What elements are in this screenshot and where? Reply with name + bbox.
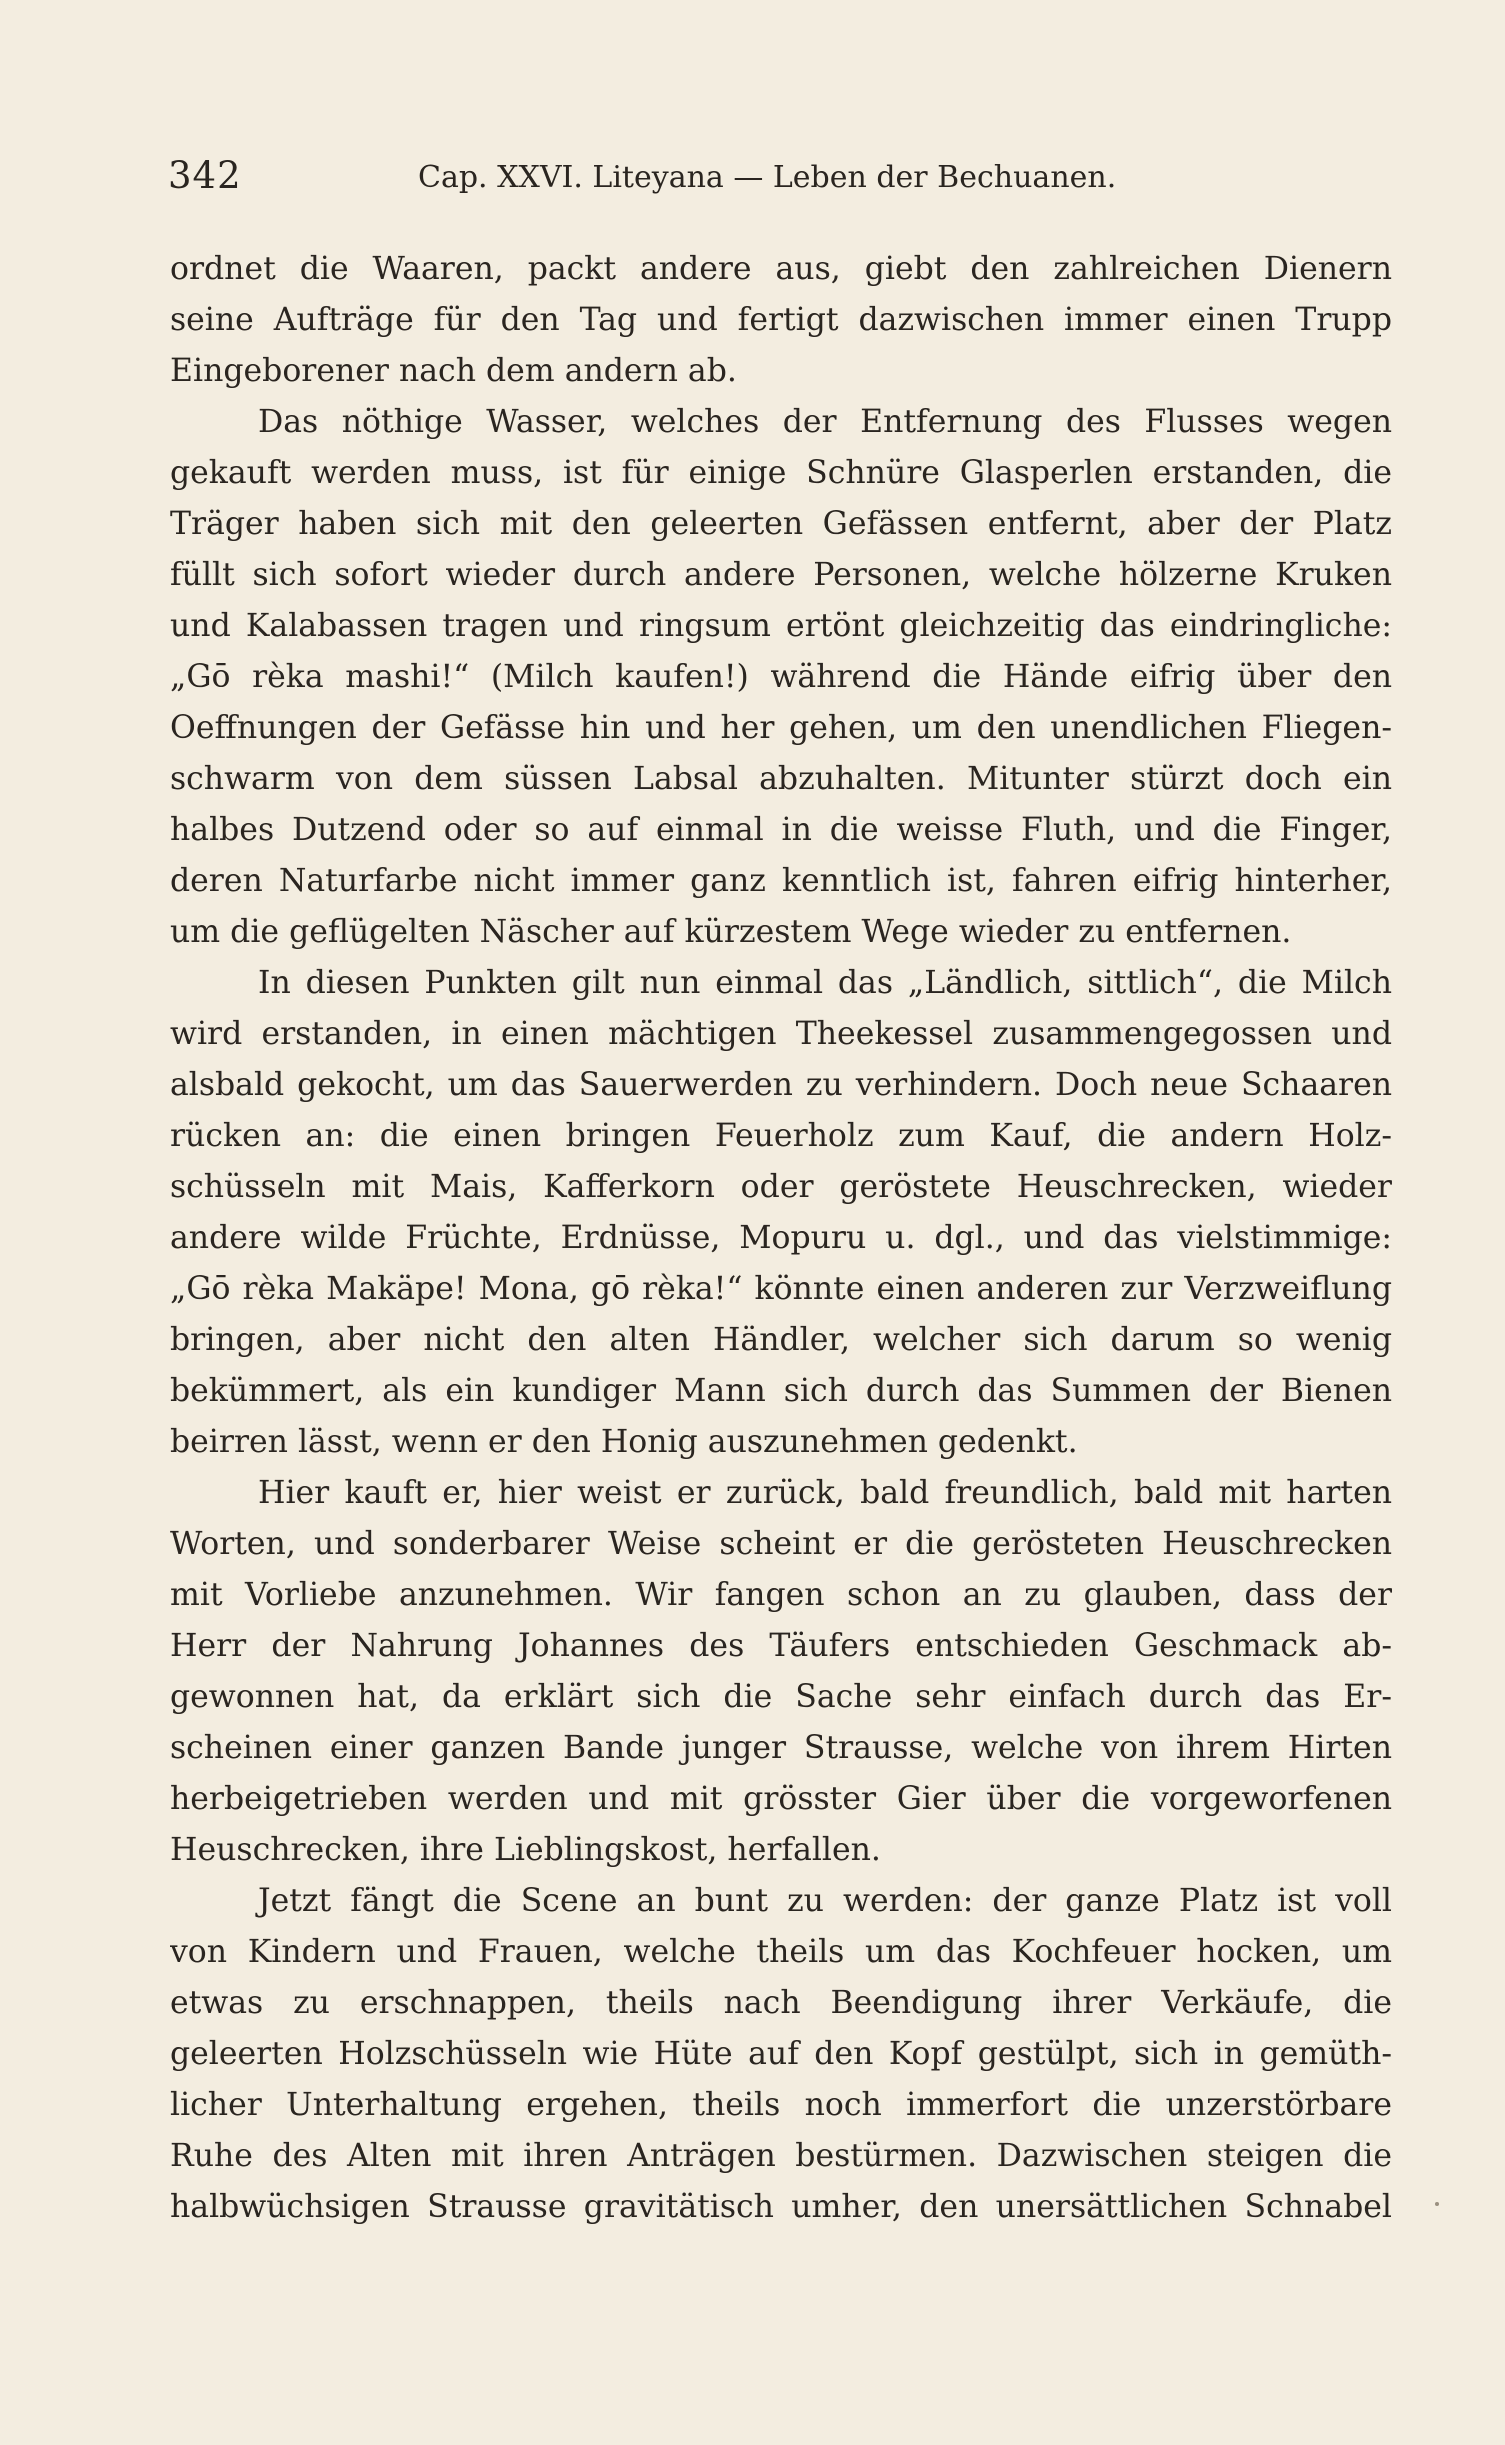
text-line: „Gō rèka Makäpe! Mona, gō rèka!“ könnte einen anderen zur Verzweiflung [170, 1271, 1392, 1307]
text-line: alsbald gekocht, um das Sauerwerden zu verhindern. Doch neue Schaaren [170, 1067, 1392, 1103]
text-line: beirren lässt, wenn er den Honig auszunehmen gedenkt. [170, 1424, 1078, 1460]
text-line: geleerten Holzschüsseln wie Hüte auf den Kopf gestülpt, sich in gemüth- [170, 2036, 1392, 2072]
text-line: bringen, aber nicht den alten Händler, welcher sich darum so wenig [170, 1322, 1392, 1358]
text-line: Herr der Nahrung Johannes des Täufers entschieden Geschmack ab- [170, 1628, 1392, 1664]
running-title: Cap. XXVI. Liteyana — Leben der Bechuanen. [418, 160, 1117, 195]
text-line: Heuschrecken, ihre Lieblingskost, herfallen. [170, 1832, 881, 1868]
text-line: Das nöthige Wasser, welches der Entfernung des Flusses wegen [258, 404, 1392, 440]
page-number: 342 [168, 154, 242, 197]
text-line: deren Naturfarbe nicht immer ganz kenntlich ist, fahren eifrig hinterher, [170, 863, 1392, 899]
text-line: schwarm von dem süssen Labsal abzuhalten. Mitunter stürzt doch ein [170, 761, 1392, 797]
text-line: Worten, und sonderbarer Weise scheint er die gerösteten Heuschrecken [170, 1526, 1392, 1562]
text-line: von Kindern und Frauen, welche theils um das Kochfeuer hocken, um [170, 1934, 1392, 1970]
text-line: halbes Dutzend oder so auf einmal in die weisse Fluth, und die Finger, [170, 812, 1392, 848]
paper-speck [1435, 2202, 1439, 2206]
text-line: bekümmert, als ein kundiger Mann sich durch das Summen der Bienen [170, 1373, 1392, 1409]
text-line: gekauft werden muss, ist für einige Schnüre Glasperlen erstanden, die [170, 455, 1392, 491]
running-head [168, 150, 1390, 210]
text-line: In diesen Punkten gilt nun einmal das „Ländlich, sittlich“, die Milch [258, 965, 1392, 1001]
text-line: scheinen einer ganzen Bande junger Strausse, welche von ihrem Hirten [170, 1730, 1392, 1766]
text-line: füllt sich sofort wieder durch andere Personen, welche hölzerne Kruken [170, 557, 1392, 593]
text-line: rücken an: die einen bringen Feuerholz zum Kauf, die andern Holz- [170, 1118, 1392, 1154]
text-line: etwas zu erschnappen, theils nach Beendigung ihrer Verkäufe, die [170, 1985, 1392, 2021]
body-text [170, 244, 1392, 2233]
text-line: wird erstanden, in einen mächtigen Theekessel zusammengegossen und [170, 1016, 1392, 1052]
text-line: schüsseln mit Mais, Kafferkorn oder geröstete Heuschrecken, wieder [170, 1169, 1392, 1205]
text-line: um die geflügelten Näscher auf kürzestem Wege wieder zu entfernen. [170, 914, 1292, 950]
text-line: ordnet die Waaren, packt andere aus, giebt den zahlreichen Dienern [170, 251, 1392, 287]
text-line: Ruhe des Alten mit ihren Anträgen bestürmen. Dazwischen steigen die [170, 2138, 1392, 2174]
text-line: licher Unterhaltung ergehen, theils noch immerfort die unzerstörbare [170, 2087, 1392, 2123]
text-line: Eingeborener nach dem andern ab. [170, 353, 737, 389]
text-line: Oeffnungen der Gefässe hin und her gehen, um den unendlichen Fliegen- [170, 710, 1392, 746]
text-line: Jetzt fängt die Scene an bunt zu werden: der ganze Platz ist voll [258, 1883, 1392, 1919]
text-line: andere wilde Früchte, Erdnüsse, Mopuru u. dgl., und das vielstimmige: [170, 1220, 1392, 1256]
text-line: Hier kauft er, hier weist er zurück, bald freundlich, bald mit harten [258, 1475, 1392, 1511]
text-line: mit Vorliebe anzunehmen. Wir fangen schon an zu glauben, dass der [170, 1577, 1392, 1613]
text-line: „Gō rèka mashi!“ (Milch kaufen!) während die Hände eifrig über den [170, 659, 1392, 695]
text-line: und Kalabassen tragen und ringsum ertönt gleichzeitig das eindringliche: [170, 608, 1392, 644]
text-line: gewonnen hat, da erklärt sich die Sache sehr einfach durch das Er- [170, 1679, 1392, 1715]
text-line: herbeigetrieben werden und mit grösster Gier über die vorgeworfenen [170, 1781, 1392, 1817]
text-line: halbwüchsigen Strausse gravitätisch umher, den unersättlichen Schnabel [170, 2189, 1392, 2225]
text-line: seine Aufträge für den Tag und fertigt dazwischen immer einen Trupp [170, 302, 1392, 338]
text-line: Träger haben sich mit den geleerten Gefässen entfernt, aber der Platz [170, 506, 1392, 542]
